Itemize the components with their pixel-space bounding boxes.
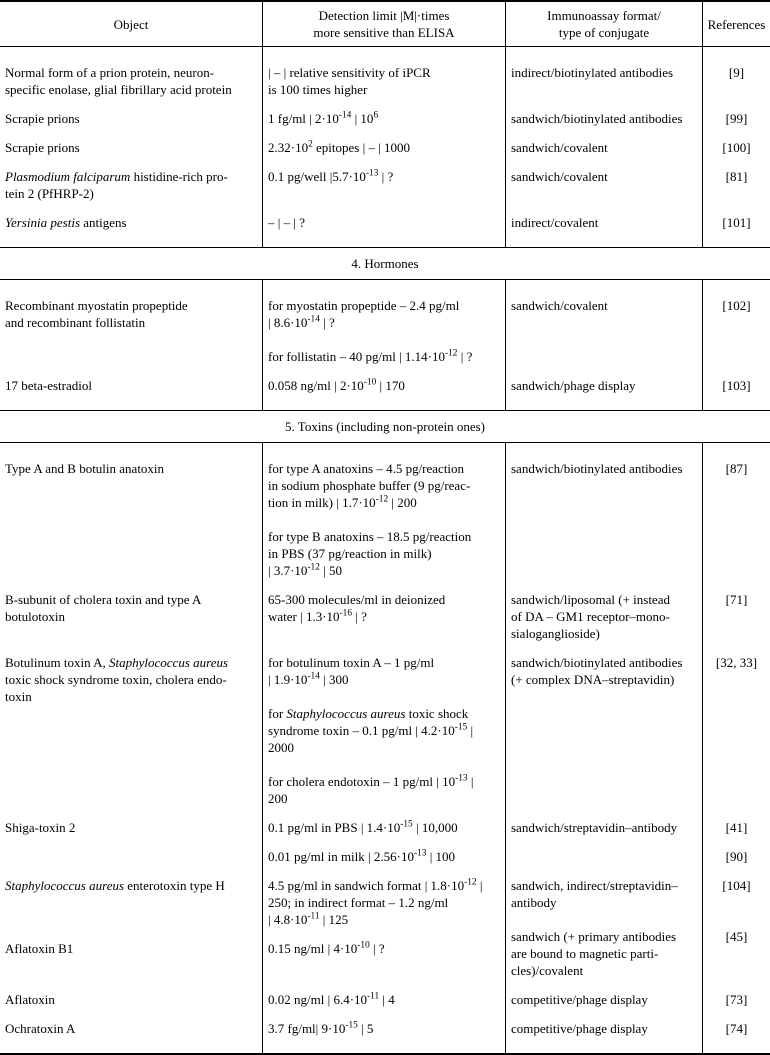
section-title-toxins: 5. Toxins (including non-protein ones) bbox=[0, 410, 770, 443]
cell-object: Scrapie prions bbox=[5, 111, 80, 126]
cell-reference: [74] bbox=[702, 1008, 770, 1053]
cell-detection: 1 fg/ml | $2\cdot 10^{-14}$ | $10^6$ bbox=[262, 98, 505, 127]
cell-reference: [32, 33] bbox=[702, 642, 770, 807]
cell-reference: [45] bbox=[702, 928, 770, 979]
cell-object: Staphylococcus aureus enterotoxin type H bbox=[5, 878, 225, 893]
column-header-references: References bbox=[702, 2, 770, 46]
cell-detection: 3.7 fg/ml| $9\cdot 10^{-15}$ | 5 bbox=[262, 1008, 505, 1053]
cell-detection: | – | relative sensitivity of iPCR is 100 times higher bbox=[262, 47, 505, 98]
table-row bbox=[0, 280, 770, 365]
cell-reference: [73] bbox=[702, 979, 770, 1008]
cell-reference: [41] bbox=[702, 807, 770, 836]
table-header bbox=[0, 2, 770, 47]
column-header-object: Object bbox=[113, 16, 149, 32]
table-row bbox=[0, 642, 770, 807]
cell-format: sandwich (+ primary antibodies are bound to magnetic parti- cles)/covalent bbox=[505, 928, 702, 979]
cell-reference: [102] bbox=[702, 280, 770, 365]
cell-reference: [81] bbox=[702, 156, 770, 202]
cell-reference: [100] bbox=[702, 127, 770, 156]
cell-reference: [104] bbox=[702, 865, 770, 928]
section-title-hormones: 4. Hormones bbox=[0, 247, 770, 280]
cell-format: sandwich/covalent bbox=[505, 127, 702, 156]
cell-detection: 4.5 pg/ml in sandwich format | $1.8\cdot 10^{-12}$ | 250; in indirect format – 1.2 ng/ml | $4.8\cdot 10^{-11}$ | 125 bbox=[262, 865, 505, 928]
cell-detection: 0.1 pg/ml in PBS | $1.4\cdot 10^{-15}$ | 10,000 bbox=[262, 807, 505, 836]
cell-format: sandwich/covalent bbox=[505, 280, 702, 365]
cell-detection: for type A anatoxins – 4.5 pg/reaction in sodium phosphate buffer (9 pg/reac- tion in milk) | $1.7\cdot 10^{-12}$ | 200 for type B anatoxins – 18.5 pg/reaction in PBS (37 pg/reaction in milk) | $3.7\cdot 10^{-12}$ | 50 bbox=[262, 443, 505, 579]
table-row bbox=[0, 98, 770, 127]
section-toxins bbox=[0, 443, 770, 1053]
column-header-detection-limit: Detection limit |M|·times more sensitive than ELISA bbox=[262, 2, 505, 46]
cell-object: Ochratoxin A bbox=[5, 1021, 76, 1036]
cell-object: Aflatoxin bbox=[5, 992, 55, 1007]
cell-format: indirect/covalent bbox=[505, 202, 702, 247]
table-row bbox=[0, 443, 770, 579]
cell-reference: [103] bbox=[702, 365, 770, 410]
section-hormones bbox=[0, 280, 770, 410]
table-row bbox=[0, 928, 770, 979]
cell-detection: 0.01 pg/ml in milk | $2.56\cdot 10^{-13}$ | 100 bbox=[262, 836, 505, 865]
cell-detection: $2.32\cdot 10^2$ epitopes | – | 1000 bbox=[262, 127, 505, 156]
table-row bbox=[0, 579, 770, 642]
table-row bbox=[0, 807, 770, 836]
cell-object: Plasmodium falciparum histidine-rich pro- tein 2 (PfHRP-2) bbox=[5, 169, 228, 201]
cell-format: sandwich/phage display bbox=[505, 365, 702, 410]
cell-format: sandwich/streptavidin–antibody bbox=[505, 807, 702, 836]
cell-object: Recombinant myostatin propeptide and recombinant follistatin bbox=[5, 298, 188, 330]
table-row bbox=[0, 47, 770, 98]
cell-object: Type A and B botulin anatoxin bbox=[5, 461, 165, 476]
cell-format bbox=[505, 836, 702, 865]
cell-reference: [87] bbox=[702, 443, 770, 579]
cell-reference: [101] bbox=[702, 202, 770, 247]
cell-format: sandwich, indirect/streptavidin– antibody bbox=[505, 865, 702, 928]
cell-format: sandwich/liposomal (+ instead of DA – GM1 receptor–mono- sialoganglioside) bbox=[505, 579, 702, 642]
cell-format: sandwich/biotinylated antibodies bbox=[505, 443, 702, 579]
cell-format: competitive/phage display bbox=[505, 979, 702, 1008]
cell-format: sandwich/covalent bbox=[505, 156, 702, 202]
table-row bbox=[0, 365, 770, 410]
cell-format: sandwich/biotinylated antibodies bbox=[505, 98, 702, 127]
cell-detection: – | – | ? bbox=[262, 202, 505, 247]
cell-detection: 0.1 pg/well $|5.7\cdot 10^{-13}$ | ? bbox=[262, 156, 505, 202]
table-row bbox=[0, 836, 770, 865]
cell-detection: 0.02 ng/ml | $6.4\cdot 10^{-11}$ | 4 bbox=[262, 979, 505, 1008]
cell-format: indirect/biotinylated antibodies bbox=[505, 47, 702, 98]
cell-reference: [9] bbox=[702, 47, 770, 98]
cell-reference: [71] bbox=[702, 579, 770, 642]
table-row bbox=[0, 202, 770, 247]
cell-detection: for myostatin propeptide – 2.4 pg/ml | $8.6\cdot 10^{-14}$ | ? for follistatin – 40 pg/ml | $1.14\cdot 10^{-12}$ | ? bbox=[262, 280, 505, 365]
cell-object bbox=[0, 836, 262, 865]
cell-object: Botulinum toxin A, Staphylococcus aureus toxic shock syndrome toxin, cholera endo- toxin bbox=[5, 655, 229, 704]
table-row bbox=[0, 127, 770, 156]
cell-object: Shiga-toxin 2 bbox=[5, 820, 76, 835]
cell-object: Aflatoxin B1 bbox=[5, 941, 74, 956]
cell-format: competitive/phage display bbox=[505, 1008, 702, 1053]
column-header-immunoassay-format: Immunoassay format/ type of conjugate bbox=[505, 2, 702, 46]
cell-detection: 0.058 ng/ml | $2\cdot 10^{-10}$ | 170 bbox=[262, 365, 505, 410]
cell-detection: 0.15 ng/ml | $4\cdot 10^{-10}$ | ? bbox=[262, 928, 505, 979]
cell-reference: [99] bbox=[702, 98, 770, 127]
cell-object: Scrapie prions bbox=[5, 140, 80, 155]
table-row bbox=[0, 156, 770, 202]
cell-format: sandwich/biotinylated antibodies (+ complex DNA–streptavidin) bbox=[505, 642, 702, 807]
cell-object: Yersinia pestis antigens bbox=[5, 215, 127, 230]
table-row bbox=[0, 865, 770, 928]
section-proteins bbox=[0, 47, 770, 247]
cell-detection: for botulinum toxin A – 1 pg/ml | $1.9\cdot 10^{-14}$ | 300 for Staphylococcus aureus toxic shock syndrome toxin – 0.1 pg/ml | $4.2\cdot 10^{-15}$ | 2000 for cholera endotoxin – 1 pg/ml | $10^{-13}$ | 200 bbox=[262, 642, 505, 807]
cell-reference: [90] bbox=[702, 836, 770, 865]
cell-object: B-subunit of cholera toxin and type A botulotoxin bbox=[5, 592, 202, 624]
cell-detection: 65-300 molecules/ml in deionized water | $1.3\cdot 10^{-16}$ | ? bbox=[262, 579, 505, 642]
table-row bbox=[0, 979, 770, 1008]
cell-object: Normal form of a prion protein, neuron- specific enolase, glial fibrillary acid protein bbox=[5, 65, 232, 97]
cell-object: 17 beta-estradiol bbox=[5, 378, 92, 393]
